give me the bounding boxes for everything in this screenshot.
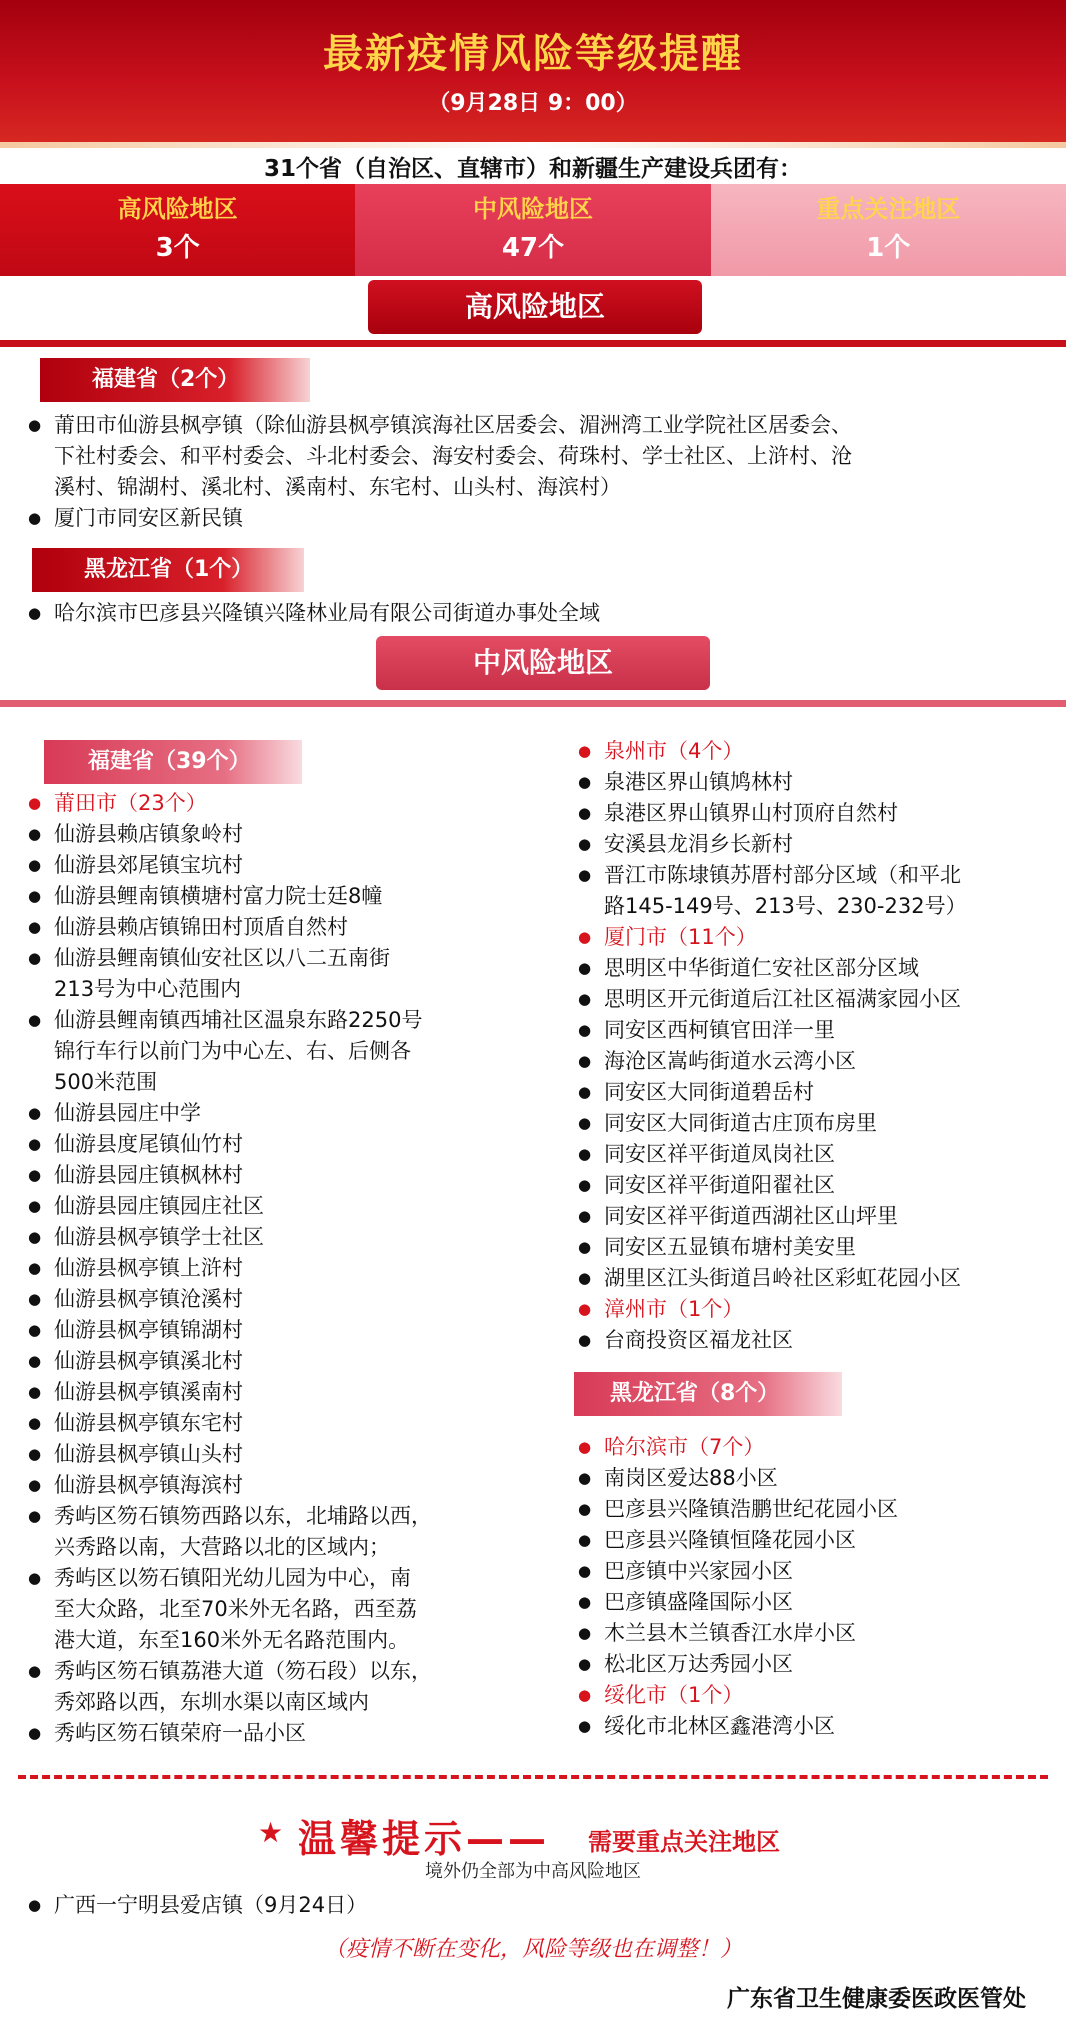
list-item: ● 厦门市同安区新民镇 [28, 503, 1048, 534]
tips-list [28, 1890, 1028, 1921]
tips-note: 境外仍全部为中高风险地区 [425, 1861, 641, 1882]
risk-summary [0, 184, 1066, 276]
stat-count: 1个 [866, 233, 911, 263]
list-item: ● 仙游县度尾镇仙竹村 [28, 1129, 548, 1160]
list-item: ● 仙游县鲤南镇横塘村富力院士廷8幢 [28, 881, 548, 912]
list-item: ● 泉州市（4个） [578, 736, 1048, 767]
stat-count: 3个 [155, 233, 200, 263]
list-item: ● 莆田市仙游县枫亭镇（除仙游县枫亭镇滨海社区居委会、湄洲湾工业学院社区居委会、 [28, 410, 1048, 441]
list-item: 至大众路，北至70米外无名路，西至荔 [54, 1597, 417, 1621]
list-item: ● 仙游县赖店镇象岭村 [28, 819, 548, 850]
mid-left-list [28, 788, 548, 1749]
star-icon: ★ [258, 1816, 284, 1849]
list-item: ● 仙游县园庄中学 [28, 1098, 548, 1129]
list-item-text: 溪村、锦湖村、溪北村、溪南村、东宅村、山头村、海滨村） [54, 475, 621, 499]
stat-label: 高风险地区 [117, 195, 238, 223]
list-item: ● 秀屿区笏石镇荔港大道（笏石段）以东， [28, 1656, 548, 1687]
list-item: ● 仙游县枫亭镇溪南村 [28, 1377, 548, 1408]
list-item: ● 秀屿区笏石镇笏西路以东，北埔路以西， [28, 1501, 548, 1532]
list-item: ● 广西一宁明县爱店镇（9月24日） [28, 1890, 1028, 1921]
list-item: ● 仙游县枫亭镇锦湖村 [28, 1315, 548, 1346]
list-item: ● 绥化市（1个） [578, 1680, 1048, 1711]
tips-title: 温馨提示—— [298, 1817, 551, 1861]
list-item: ● 思明区开元街道后江社区福满家园小区 [578, 984, 1048, 1015]
list-item: ● 仙游县鲤南镇西埔社区温泉东路2250号 [28, 1005, 548, 1036]
list-item: ● 晋江市陈埭镇苏厝村部分区域（和平北 [578, 860, 1048, 891]
list-item-text: 下社村委会、和平村委会、斗北村委会、海安村委会、荷珠村、学士社区、上浒村、沧 [54, 444, 852, 468]
list-item: ● 南岗区爱达88小区 [578, 1463, 1048, 1494]
mid-right-top-list [578, 736, 1048, 1356]
list-item: ● 仙游县枫亭镇上浒村 [28, 1253, 548, 1284]
province-heilongjiang-mid: 黑龙江省（8个） [574, 1372, 842, 1416]
list-item: ● 巴彦县兴隆镇浩鹏世纪花园小区 [578, 1494, 1048, 1525]
list-item: ● 海沧区嵩屿街道水云湾小区 [578, 1046, 1048, 1077]
list-item: ● 思明区中华街道仁安社区部分区域 [578, 953, 1048, 984]
list-item: ● 漳州市（1个） [578, 1294, 1048, 1325]
province-fujian-high: 福建省（2个） [40, 358, 310, 402]
high-heilongjiang-list [28, 598, 1048, 629]
list-item: ● 仙游县园庄镇园庄社区 [28, 1191, 548, 1222]
list-item: ● 秀屿区以笏石镇阳光幼儿园为中心，南 [28, 1563, 548, 1594]
dashed-divider [18, 1775, 1048, 1779]
stat-label: 重点关注地区 [816, 195, 961, 223]
list-item: 兴秀路以南，大营路以北的区域内； [54, 1535, 390, 1559]
list-item: ● 同安区祥平街道凤岗社区 [578, 1139, 1048, 1170]
list-item: ● 仙游县枫亭镇溪北村 [28, 1346, 548, 1377]
list-item: ● 厦门市（11个） [578, 922, 1048, 953]
list-item: ● 安溪县龙涓乡长新村 [578, 829, 1048, 860]
list-item: ● 木兰县木兰镇香江水岸小区 [578, 1618, 1048, 1649]
list-item: 港大道，东至160米外无名路范围内。 [54, 1628, 410, 1652]
list-item: ● 仙游县枫亭镇学士社区 [28, 1222, 548, 1253]
list-item: ● 同安区大同街道碧岳村 [578, 1077, 1048, 1108]
list-item: ● 台商投资区福龙社区 [578, 1325, 1048, 1356]
list-item: 锦行车行以前门为中心左、右、后侧各 [54, 1039, 411, 1063]
list-item: ● 秀屿区笏石镇荣府一品小区 [28, 1718, 548, 1749]
list-item: ● 同安区祥平街道阳翟社区 [578, 1170, 1048, 1201]
list-item: ● 哈尔滨市巴彦县兴隆镇兴隆林业局有限公司街道办事处全域 [28, 598, 1048, 629]
list-item: ● 仙游县园庄镇枫林村 [28, 1160, 548, 1191]
list-item: ● 巴彦县兴隆镇恒隆花园小区 [578, 1525, 1048, 1556]
mid-right-bottom-list [578, 1432, 1048, 1742]
province-fujian-mid: 福建省（39个） [44, 740, 302, 784]
list-item: ● 同安区祥平街道西湖社区山坪里 [578, 1201, 1048, 1232]
list-item: ● 仙游县枫亭镇山头村 [28, 1439, 548, 1470]
divider [0, 700, 1066, 707]
province-heilongjiang-high: 黑龙江省（1个） [32, 548, 304, 592]
list-item: 500米范围 [54, 1070, 158, 1094]
divider [0, 340, 1066, 347]
list-item: ● 仙游县郊尾镇宝坑村 [28, 850, 548, 881]
issuer: 广东省卫生健康委医政医管处 [727, 1986, 1026, 2012]
stat-focus-area [711, 184, 1066, 276]
tips-warning: （疫情不断在变化，风险等级也在调整！） [323, 1937, 742, 1962]
list-item: 213号为中心范围内 [54, 977, 242, 1001]
list-item: ● 同安区大同街道古庄顶布房里 [578, 1108, 1048, 1139]
high-fujian-list [28, 410, 1048, 534]
list-item: ● 巴彦镇中兴家园小区 [578, 1556, 1048, 1587]
list-item: ● 泉港区界山镇界山村顶府自然村 [578, 798, 1048, 829]
list-item: ● 仙游县枫亭镇东宅村 [28, 1408, 548, 1439]
list-item: 秀郊路以西，东圳水渠以南区域内 [54, 1690, 369, 1714]
list-item: ● 仙游县枫亭镇沧溪村 [28, 1284, 548, 1315]
list-item: 路145-149号、213号、230-232号） [604, 894, 967, 918]
list-item: ● 同安区西柯镇官田洋一里 [578, 1015, 1048, 1046]
summary-subtitle: 31个省（自治区、直辖市）和新疆生产建设兵团有： [263, 156, 802, 182]
list-item [28, 441, 1048, 472]
list-item: ● 松北区万达秀园小区 [578, 1649, 1048, 1680]
list-item: ● 哈尔滨市（7个） [578, 1432, 1048, 1463]
page-title: 最新疫情风险等级提醒 [323, 30, 743, 77]
update-time: （9月28日 9：00） [428, 91, 638, 116]
list-item: ● 仙游县赖店镇锦田村顶盾自然村 [28, 912, 548, 943]
list-item: ● 泉港区界山镇鸠林村 [578, 767, 1048, 798]
high-risk-banner: 高风险地区 [368, 280, 702, 334]
list-item: ● 巴彦镇盛隆国际小区 [578, 1587, 1048, 1618]
tips-subtitle: 需要重点关注地区 [588, 1828, 780, 1856]
list-item [28, 472, 1048, 503]
mid-risk-banner: 中风险地区 [376, 636, 710, 690]
stat-mid-risk [355, 184, 710, 276]
stat-high-risk [0, 184, 355, 276]
list-item: ● 仙游县鲤南镇仙安社区以八二五南街 [28, 943, 548, 974]
list-item: ● 仙游县枫亭镇海滨村 [28, 1470, 548, 1501]
list-item: ● 绥化市北林区鑫港湾小区 [578, 1711, 1048, 1742]
list-item: ● 同安区五显镇布塘村美安里 [578, 1232, 1048, 1263]
header-banner [0, 0, 1066, 148]
list-item: ● 湖里区江头街道吕岭社区彩虹花园小区 [578, 1263, 1048, 1294]
list-item: ● 莆田市（23个） [28, 788, 548, 819]
stat-label: 中风险地区 [472, 195, 593, 223]
stat-count: 47个 [501, 233, 565, 263]
